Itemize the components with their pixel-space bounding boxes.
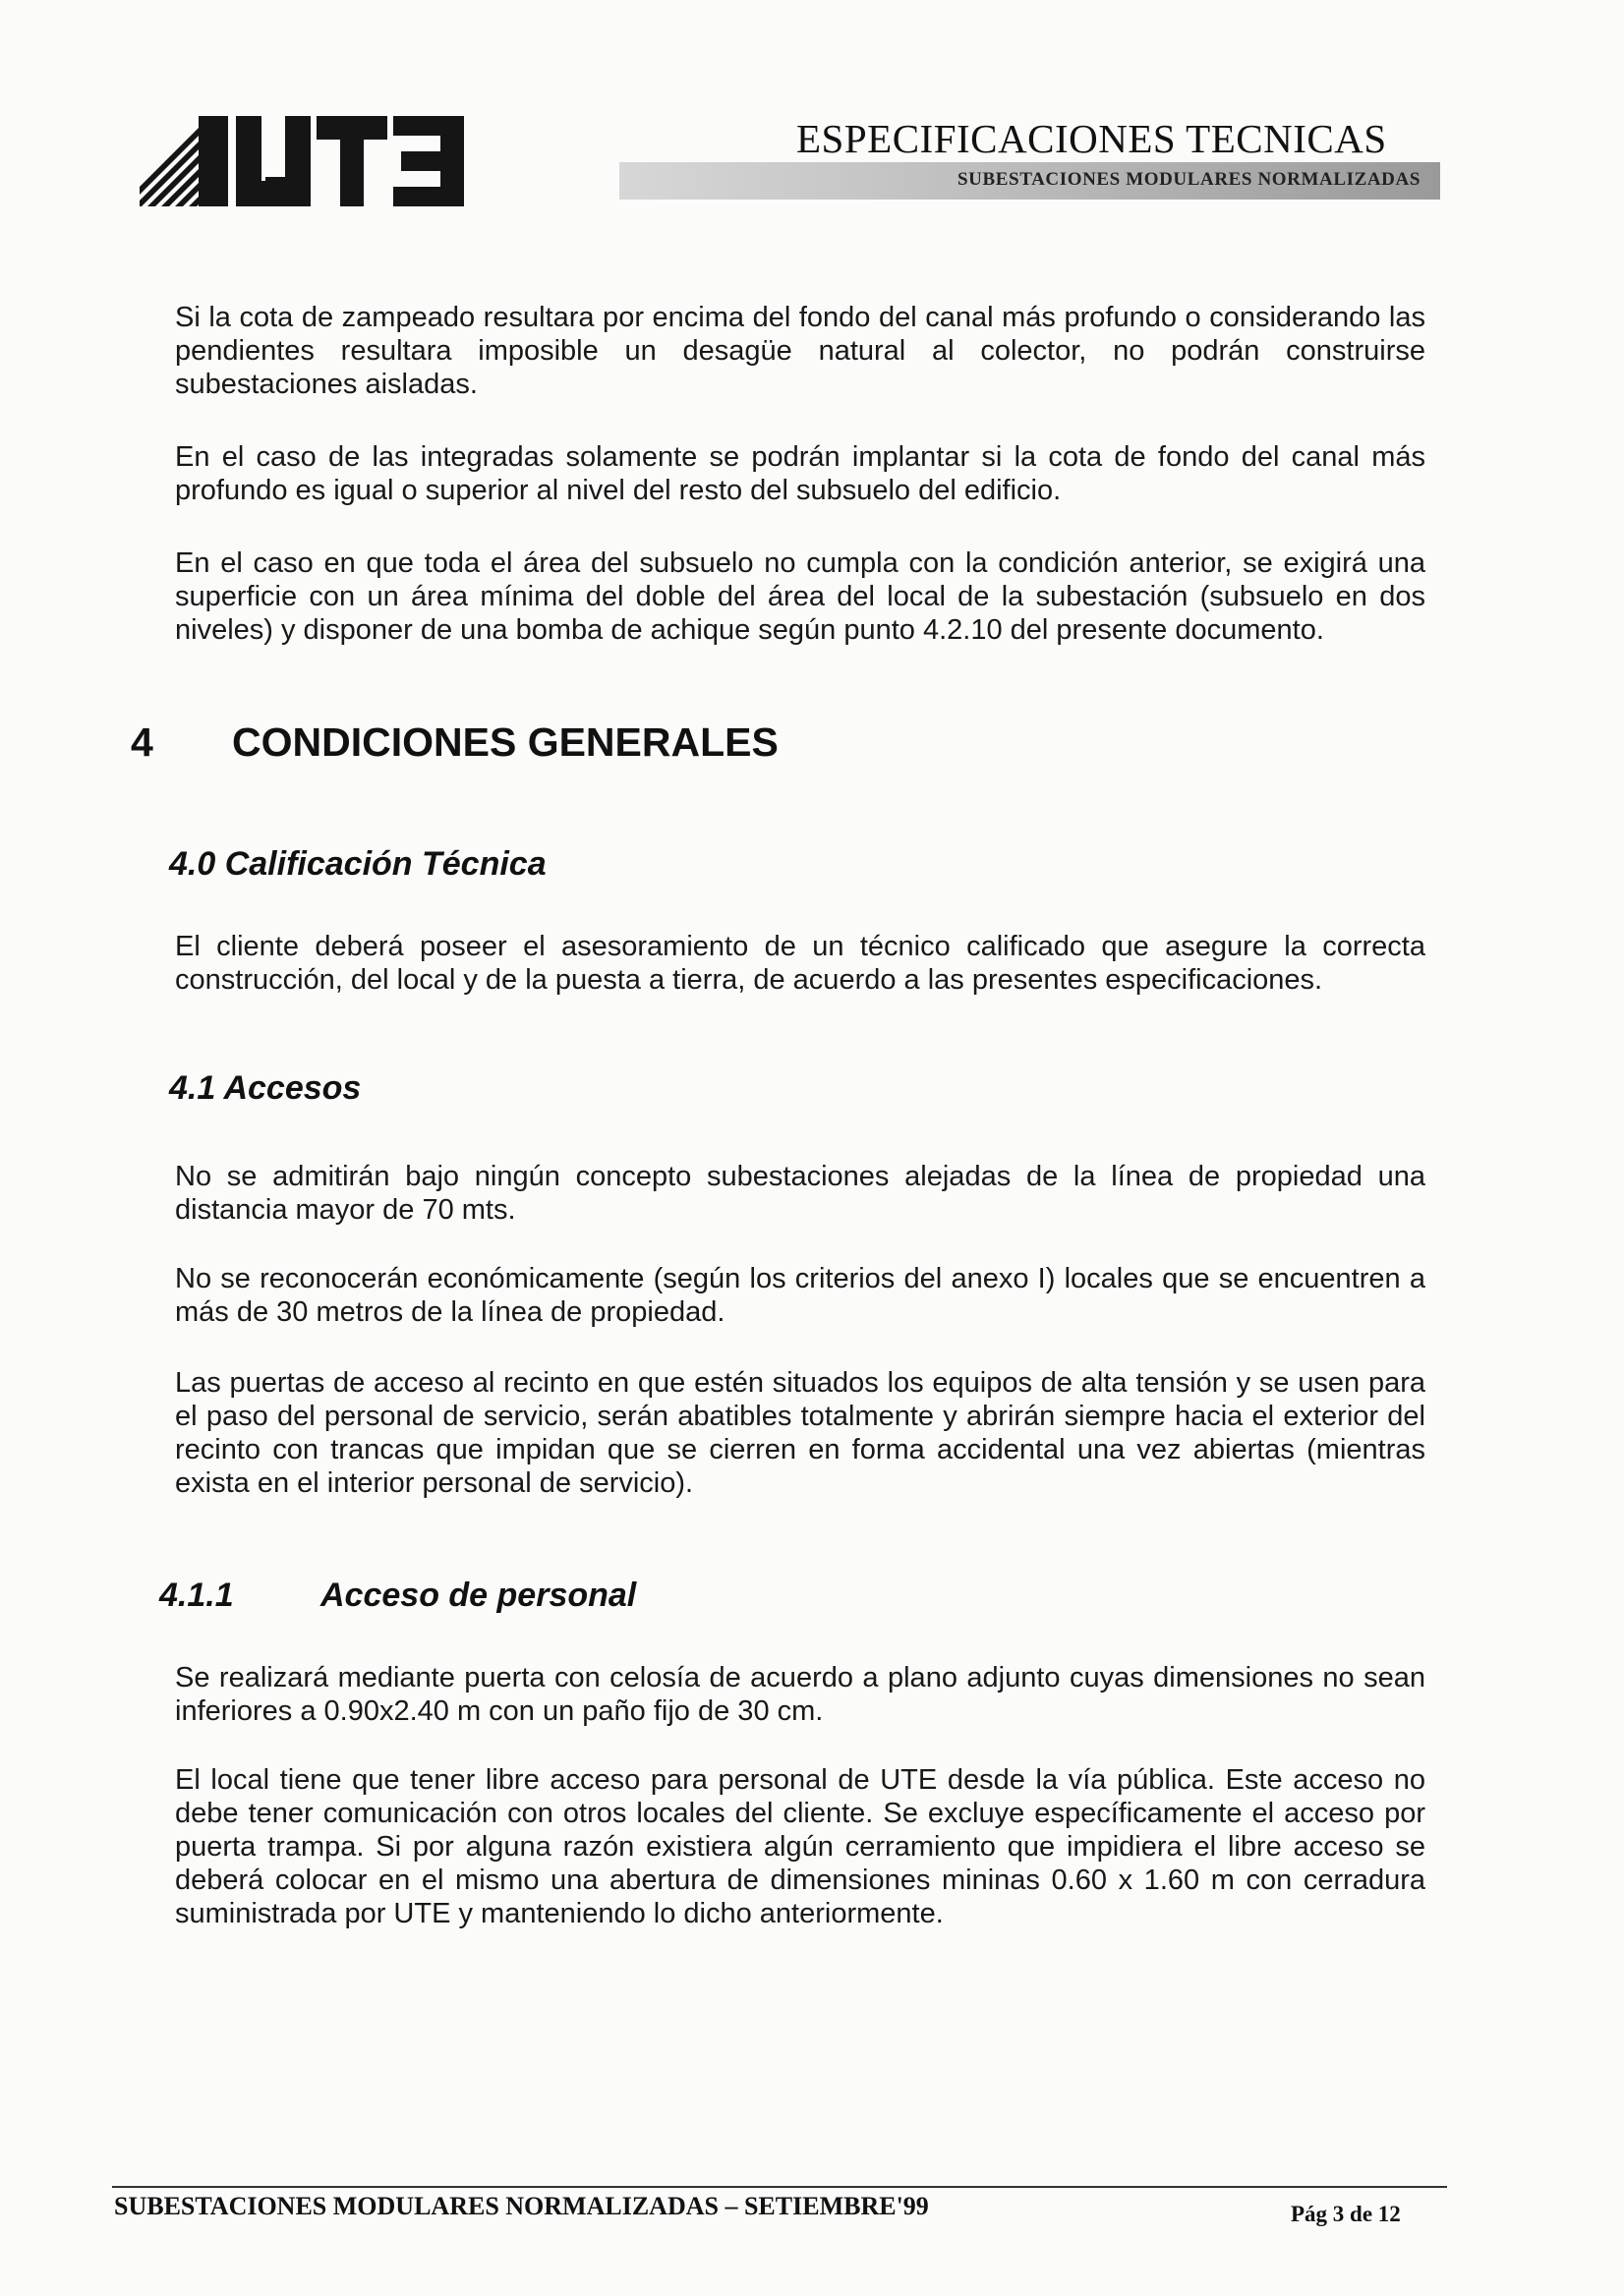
paragraph: El cliente deberá poseer el asesoramiento de un técnico calificado que asegure la correcta construcción, del local y de la puesta a tierra, de acuerdo a las presentes especificaciones. xyxy=(175,931,1425,996)
paragraph: No se admitirán bajo ningún concepto subestaciones alejadas de la línea de propiedad una distancia mayor de 70 mts. xyxy=(175,1161,1425,1226)
footer-rule xyxy=(112,2186,1447,2188)
paragraph: No se reconocerán económicamente (según los criterios del anexo I) locales que se encuentren a más de 30 metros de la línea de propiedad. xyxy=(175,1263,1425,1328)
subsubsection-title: Acceso de personal xyxy=(320,1577,637,1614)
ute-logo xyxy=(140,116,464,206)
subsection-heading: 4.1 Accesos xyxy=(169,1069,362,1107)
paragraph: Se realizará mediante puerta con celosía de acuerdo a plano adjunto cuyas dimensiones no sean inferiores a 0.90x2.40 m con un paño fijo de 30 cm. xyxy=(175,1662,1425,1727)
paragraph: El local tiene que tener libre acceso para personal de UTE desde la vía pública. Este acceso no debe tener comunicación con otros locales del cliente. Se excluye específicamente el acceso por puerta trampa. Si por alguna razón existiera algún cerramiento que impidiera el libre acceso se deberá colocar en el mismo una abertura de dimensiones mininas 0.60 x 1.60 m con cerradura suministrada por UTE y manteniendo lo dicho anteriormente. xyxy=(175,1764,1425,1929)
paragraph: Si la cota de zampeado resultara por encima del fondo del canal más profundo o considerando las pendientes resultara imposible un desagüe natural al colector, no podrán construirse subestaciones aisladas. xyxy=(175,302,1425,400)
paragraph: Las puertas de acceso al recinto en que estén situados los equipos de alta tensión y se usen para el paso del personal de servicio, serán abatibles totalmente y abrirán siempre hacia el exterior del recinto con trancas que impidan que se cierren en forma accidental una vez abiertas (mientras exista en el interior personal de servicio). xyxy=(175,1367,1425,1499)
section-title: CONDICIONES GENERALES xyxy=(232,719,779,765)
header-title: ESPECIFICACIONES TECNICAS xyxy=(796,116,1387,161)
paragraph: En el caso de las integradas solamente se podrán implantar si la cota de fondo del canal más profundo es igual o superior al nivel del resto del subsuelo del edificio. xyxy=(175,441,1425,506)
subsection-heading: 4.0 Calificación Técnica xyxy=(169,845,547,883)
ute-logo-mark xyxy=(140,116,464,206)
header-bar xyxy=(619,162,1440,200)
subsubsection-number: 4.1.1 xyxy=(159,1577,234,1614)
footer-document-title: SUBESTACIONES MODULARES NORMALIZADAS – SETIEMBRE'99 xyxy=(114,2192,929,2220)
header-subtitle: SUBESTACIONES MODULARES NORMALIZADAS xyxy=(957,169,1421,190)
section-number: 4 xyxy=(131,719,153,765)
paragraph: En el caso en que toda el área del subsuelo no cumpla con la condición anterior, se exigirá una superficie con un área mínima del doble del área del local de la subestación (subsuelo en dos niveles) y disponer de una bomba de achique según punto 4.2.10 del presente documento. xyxy=(175,547,1425,646)
page-number: Pág 3 de 12 xyxy=(1291,2202,1401,2226)
